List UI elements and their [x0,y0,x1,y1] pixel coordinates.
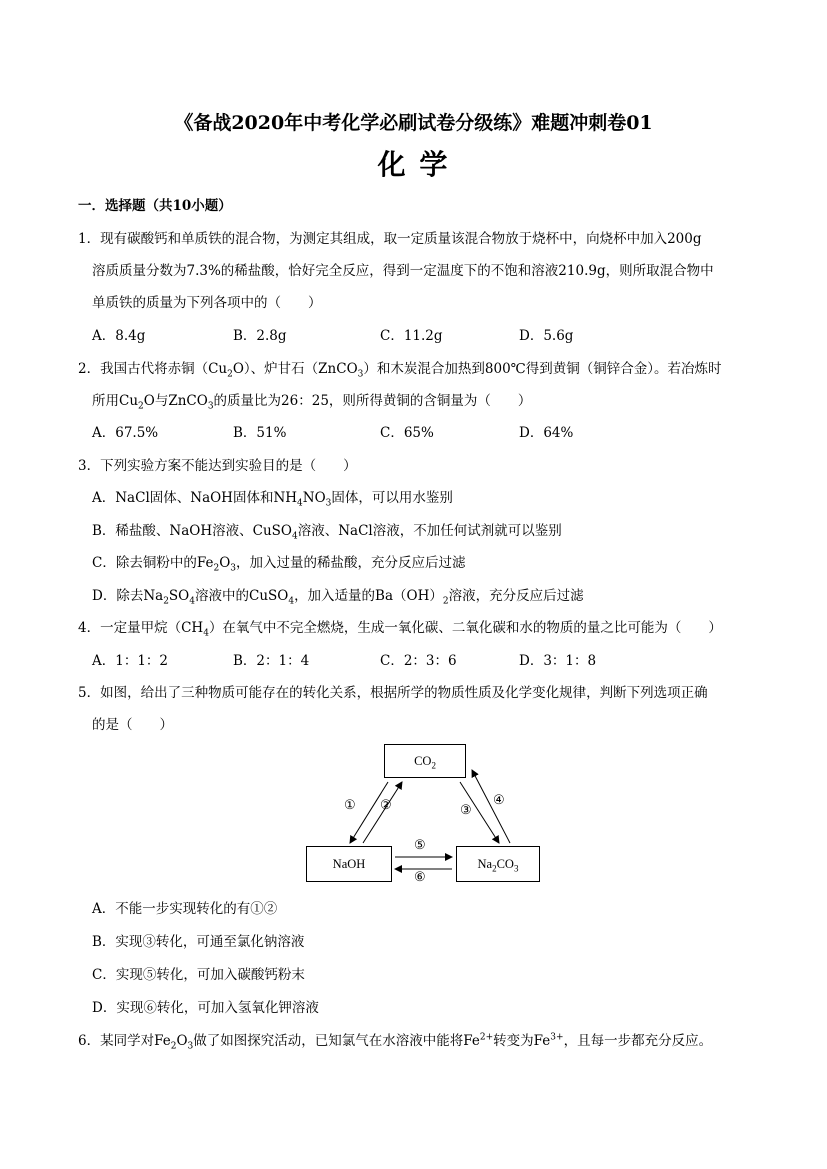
q5-option-a[interactable]: A．不能一步实现转化的有①② [92,901,278,917]
q5-line1: 5．如图，给出了三种物质可能存在的转化关系，根据所学的物质性质及化学变化规律，判断下列选项正确 [78,685,708,701]
q4-option-b[interactable]: B．2：1：4 [233,653,310,669]
label-2: ② [380,798,392,813]
q5-option-b[interactable]: B．实现③转化，可通至氯化钠溶液 [92,934,305,950]
label-1: ① [344,798,356,813]
q1-line1: 1．现有碳酸钙和单质铁的混合物，为测定其组成，取一定质量该混合物放于烧杯中，向烧杯中加入200g [78,231,702,247]
label-3: ③ [460,803,472,818]
label-6: ⑥ [414,870,426,885]
q3-option-c[interactable]: C．除去铜粉中的$Fe_2O_3$，加入过量的稀盐酸，充分反应后过滤 [92,555,466,574]
q1-line3: 单质铁的质量为下列各项中的（ ） [92,295,322,311]
q5-line2: 的是（ ） [92,717,173,733]
conversion-diagram [300,738,550,888]
q4-option-d[interactable]: D．3：1：8 [519,653,597,669]
q2-line2: 所用$Cu_2O$与ZnCO$_3$的质量比为26：25，则所得黄铜的含铜量为（ ） [92,393,532,412]
q1-option-c[interactable]: C．11.2g [380,328,443,344]
q2-option-c[interactable]: C．65% [380,425,434,441]
q5-option-d[interactable]: D．实现⑥转化，可加入氢氧化钾溶液 [92,1000,319,1016]
q3-option-a[interactable]: A．NaCl固体、NaOH固体和$NH_4NO_3$固体，可以用水鉴别 [92,490,453,509]
q2-line1: 2．我国古代将赤铜$(Cu_2O)$、炉甘石（ZnCO$_3$）和木炭混合加热到800℃得到黄铜（铜锌合金）。若冶炼时 [78,361,722,380]
q2-option-a[interactable]: A．67.5% [92,425,159,441]
q6-stem: 6．某同学对$Fe_2O_3$做了如图探究活动，已知氯气在水溶液中能将$Fe^{2+}$转变为$Fe^{3+}$，且每一步都充分反应。 [78,1032,713,1052]
q1-option-d[interactable]: D．5.6g [519,328,574,344]
q5-option-c[interactable]: C．实现⑤转化，可加入碳酸钙粉末 [92,967,305,983]
q1-line2: 溶质质量分数为7.3%的稀盐酸，恰好完全反应，得到一定温度下的不饱和溶液210.9g，则所取混合物中 [92,263,714,279]
page-title: 《备战2020年中考化学必刷试卷分级练》难题冲刺卷01 [174,112,653,134]
co2-box: $CO_2$ [384,744,466,778]
q4-option-a[interactable]: A．1：1：2 [92,653,169,669]
q4-stem: 4．一定量甲烷$(CH_4)$在氧气中不完全燃烧，生成一氧化碳、二氧化碳和水的物质的量之比可能为（ ） [78,620,722,639]
label-5: ⑤ [414,838,426,853]
q2-option-d[interactable]: D．64% [519,425,574,441]
q1-option-b[interactable]: B．2.8g [233,328,287,344]
subject-title: 化 学 [377,148,450,181]
naoh-box: NaOH [306,846,392,882]
q2-option-b[interactable]: B．51% [233,425,287,441]
section-heading: 一．选择题（共10小题） [78,198,232,214]
q3-option-d[interactable]: D．除去$Na_2SO_4$溶液中的CuSO$_4$，加入适量的$Ba(OH)_2$溶液，充分反应后过滤 [92,588,584,607]
q3-stem: 3．下列实验方案不能达到实验目的是（ ） [78,458,357,474]
q3-option-b[interactable]: B．稀盐酸、NaOH溶液、CuSO$_4$溶液、NaCl溶液，不加任何试剂就可以鉴别 [92,523,562,542]
na2co3-box: $Na_2CO_3$ [456,846,540,882]
label-4: ④ [493,793,505,808]
q4-option-c[interactable]: C．2：3：6 [380,653,457,669]
q1-option-a[interactable]: A．8.4g [92,328,146,344]
